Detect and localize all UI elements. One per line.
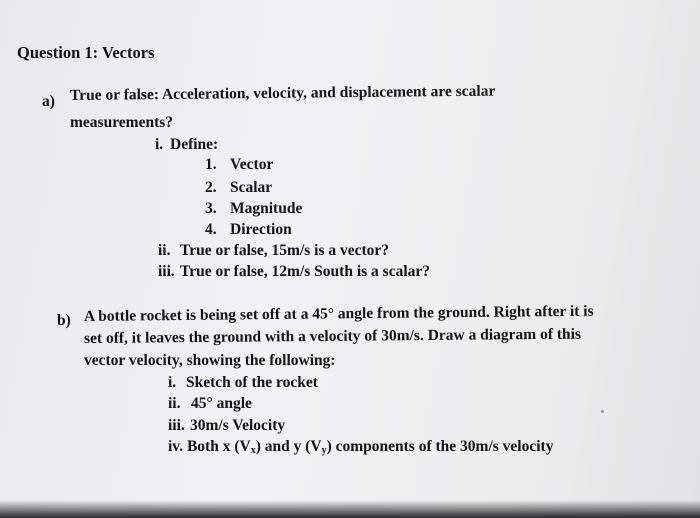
question-title: Question 1: Vectors — [17, 43, 155, 62]
part-a-marker: a) — [42, 93, 55, 110]
part-a-question-line1: True or false: Acceleration, velocity, and displacement are scalar — [69, 82, 496, 104]
define-label: Define: — [170, 136, 219, 153]
part-a-question-line2: measurements? — [70, 114, 174, 131]
define-marker: i. — [155, 136, 164, 153]
part-b-item-iii-text: 30m/s Velocity — [190, 417, 286, 434]
part-b-line3: vector velocity, showing the following: — [84, 352, 336, 369]
term-2-text: Scalar — [230, 179, 273, 196]
part-b-item-iv-pre: Both x (V — [186, 438, 251, 455]
part-b-item-iv-post: ) components of the 30m/s velocity — [326, 438, 554, 455]
part-b-item-ii-text: 45° angle — [191, 395, 252, 412]
part-b-item-i-text: Sketch of the rocket — [186, 374, 318, 391]
paper-speck — [601, 410, 604, 413]
subscript-x: x — [250, 445, 256, 456]
item-iii-text: True or false, 12m/s South is a scalar? — [180, 263, 431, 280]
part-b-item-iv-marker: iv. — [168, 438, 184, 455]
part-b-line2: set off, it leaves the ground with a velocity of 30m/s. Draw a diagram of this — [83, 325, 582, 347]
term-1-text: Vector — [230, 156, 274, 173]
part-b-line1: A bottle rocket is being set off at a 45° angle from the ground. Right after it is — [83, 302, 594, 325]
term-1-number: 1. — [205, 156, 217, 173]
part-b-item-iv — [168, 439, 553, 456]
part-b-item-iii-marker: iii. — [168, 417, 185, 434]
part-b-marker: b) — [57, 312, 71, 329]
term-3-text: Magnitude — [230, 200, 303, 217]
part-b-item-i-marker: i. — [168, 374, 177, 391]
term-2-number: 2. — [205, 179, 217, 196]
item-ii-marker: ii. — [158, 242, 171, 259]
item-ii-text: True or false, 15m/s is a vector? — [180, 242, 390, 259]
part-b-item-iv-mid: ) and y (V — [255, 438, 322, 455]
part-b-item-ii-marker: ii. — [168, 395, 181, 412]
term-4-text: Direction — [230, 221, 292, 238]
term-3-number: 3. — [205, 200, 217, 217]
subscript-y: y — [321, 445, 327, 456]
term-4-number: 4. — [205, 221, 217, 238]
item-iii-marker: iii. — [158, 263, 175, 280]
